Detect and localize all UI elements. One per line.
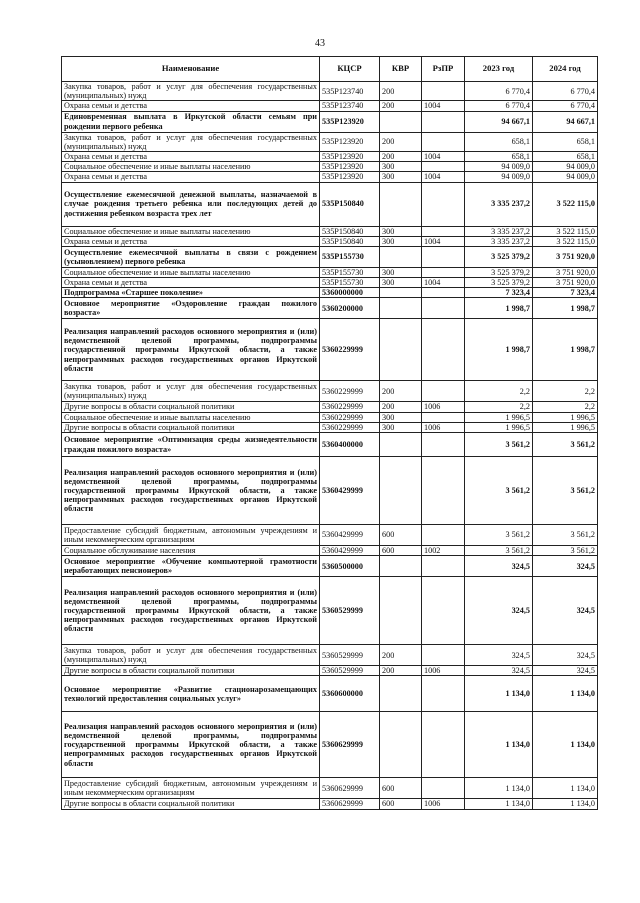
cell-kcsr: 535Р123740 xyxy=(320,82,380,101)
cell-name: Основное мероприятие «Оздоровление граждан пожилого возраста» xyxy=(62,298,320,319)
cell-2023: 6 770,4 xyxy=(465,82,533,101)
cell-kcsr: 5360229999 xyxy=(320,422,380,432)
table-row xyxy=(62,645,598,666)
cell-2023: 3 525 379,2 xyxy=(465,246,533,267)
header-2023: 2023 год xyxy=(465,57,533,82)
cell-kcsr: 535Р123920 xyxy=(320,162,380,172)
cell-2023: 6 770,4 xyxy=(465,101,533,111)
cell-2023: 324,5 xyxy=(465,577,533,645)
cell-rzpr xyxy=(422,712,465,778)
table-row xyxy=(62,288,598,298)
cell-name: Предоставление субсидий бюджетным, автономным учреждениям и иным некоммерческим организациям xyxy=(62,778,320,799)
cell-kvr: 300 xyxy=(380,278,422,288)
cell-2023: 1 134,0 xyxy=(465,676,533,712)
cell-kcsr: 535Р155730 xyxy=(320,278,380,288)
cell-rzpr xyxy=(422,246,465,267)
cell-name: Социальное обслуживание населения xyxy=(62,546,320,556)
table-body xyxy=(62,82,598,810)
cell-rzpr xyxy=(422,267,465,277)
cell-2024: 658,1 xyxy=(533,151,598,161)
cell-kvr: 600 xyxy=(380,799,422,809)
cell-2024: 1 134,0 xyxy=(533,676,598,712)
cell-kvr xyxy=(380,577,422,645)
cell-name: Осуществление ежемесячной денежной выплаты, назначаемой в случае рождения третьего ребенка или последующих детей до достижения ребенком возраста трех лет xyxy=(62,182,320,226)
table-row xyxy=(62,172,598,182)
cell-2024: 1 998,7 xyxy=(533,298,598,319)
table-row xyxy=(62,182,598,226)
cell-rzpr xyxy=(422,645,465,666)
cell-2023: 94 009,0 xyxy=(465,162,533,172)
cell-2024: 94 009,0 xyxy=(533,172,598,182)
cell-kvr xyxy=(380,182,422,226)
cell-kcsr: 5360229999 xyxy=(320,319,380,381)
cell-rzpr: 1004 xyxy=(422,172,465,182)
cell-2024: 3 522 115,0 xyxy=(533,182,598,226)
cell-rzpr xyxy=(422,525,465,546)
cell-rzpr xyxy=(422,111,465,132)
cell-2023: 3 561,2 xyxy=(465,433,533,457)
cell-kvr: 200 xyxy=(380,101,422,111)
cell-kvr: 600 xyxy=(380,778,422,799)
table-row xyxy=(62,101,598,111)
cell-kcsr: 535Р123920 xyxy=(320,111,380,132)
cell-kcsr: 5360229999 xyxy=(320,381,380,402)
table-row xyxy=(62,111,598,132)
cell-name: Охрана семьи и детства xyxy=(62,101,320,111)
cell-2024: 3 561,2 xyxy=(533,433,598,457)
table-row xyxy=(62,319,598,381)
table-row xyxy=(62,412,598,422)
table-row xyxy=(62,799,598,809)
cell-rzpr xyxy=(422,676,465,712)
table-row xyxy=(62,556,598,577)
cell-kcsr: 535Р150840 xyxy=(320,226,380,236)
cell-rzpr xyxy=(422,433,465,457)
cell-name: Основное мероприятие «Оптимизация среды жизнедеятельности граждан пожилого возраста» xyxy=(62,433,320,457)
cell-name: Другие вопросы в области социальной политики xyxy=(62,402,320,412)
cell-name: Основное мероприятие «Развитие стационарозамещающих технологий предоставления социальных услуг» xyxy=(62,676,320,712)
cell-rzpr xyxy=(422,132,465,151)
cell-kcsr: 5360529999 xyxy=(320,666,380,676)
cell-kvr: 600 xyxy=(380,546,422,556)
cell-2024: 3 561,2 xyxy=(533,546,598,556)
cell-name: Другие вопросы в области социальной политики xyxy=(62,422,320,432)
cell-name: Закупка товаров, работ и услуг для обеспечения государственных (муниципальных) нужд xyxy=(62,132,320,151)
cell-kvr: 600 xyxy=(380,525,422,546)
table-row xyxy=(62,278,598,288)
cell-2024: 3 561,2 xyxy=(533,525,598,546)
table-row xyxy=(62,778,598,799)
cell-2024: 3 751 920,0 xyxy=(533,267,598,277)
cell-name: Охрана семьи и детства xyxy=(62,172,320,182)
cell-kcsr: 5360000000 xyxy=(320,288,380,298)
cell-2024: 3 522 115,0 xyxy=(533,236,598,246)
cell-kvr: 200 xyxy=(380,82,422,101)
cell-kvr: 300 xyxy=(380,267,422,277)
cell-kcsr: 5360600000 xyxy=(320,676,380,712)
cell-rzpr xyxy=(422,457,465,525)
cell-name: Закупка товаров, работ и услуг для обеспечения государственных (муниципальных) нужд xyxy=(62,645,320,666)
cell-kvr xyxy=(380,319,422,381)
cell-rzpr xyxy=(422,412,465,422)
cell-kcsr: 535Р123740 xyxy=(320,101,380,111)
cell-kvr: 200 xyxy=(380,402,422,412)
cell-2024: 324,5 xyxy=(533,645,598,666)
cell-kcsr: 5360529999 xyxy=(320,577,380,645)
cell-2023: 3 525 379,2 xyxy=(465,267,533,277)
cell-kvr xyxy=(380,556,422,577)
cell-rzpr: 1004 xyxy=(422,236,465,246)
cell-name: Закупка товаров, работ и услуг для обеспечения государственных (муниципальных) нужд xyxy=(62,82,320,101)
cell-name: Осуществление ежемесячной выплаты в связи с рождением (усыновлением) первого ребенка xyxy=(62,246,320,267)
cell-2023: 1 134,0 xyxy=(465,712,533,778)
cell-kvr: 200 xyxy=(380,151,422,161)
cell-2024: 2,2 xyxy=(533,402,598,412)
table-row xyxy=(62,546,598,556)
cell-2023: 94 667,1 xyxy=(465,111,533,132)
header-kcsr: КЦСР xyxy=(320,57,380,82)
header-rzpr: РзПР xyxy=(422,57,465,82)
cell-rzpr xyxy=(422,162,465,172)
cell-name: Основное мероприятие «Обучение компьютерной грамотности неработающих пенсионеров» xyxy=(62,556,320,577)
cell-2023: 3 335 237,2 xyxy=(465,226,533,236)
table-row xyxy=(62,226,598,236)
cell-kcsr: 535Р155730 xyxy=(320,246,380,267)
header-2024: 2024 год xyxy=(533,57,598,82)
table-row xyxy=(62,457,598,525)
cell-kcsr: 5360429999 xyxy=(320,525,380,546)
cell-name: Охрана семьи и детства xyxy=(62,236,320,246)
cell-name: Единовременная выплата в Иркутской области семьям при рождении первого ребенка xyxy=(62,111,320,132)
cell-kcsr: 5360200000 xyxy=(320,298,380,319)
cell-2024: 1 134,0 xyxy=(533,799,598,809)
table-row xyxy=(62,577,598,645)
cell-kvr xyxy=(380,288,422,298)
cell-kcsr: 5360429999 xyxy=(320,457,380,525)
cell-kcsr: 5360400000 xyxy=(320,433,380,457)
cell-2023: 1 998,7 xyxy=(465,319,533,381)
table-row xyxy=(62,267,598,277)
cell-kcsr: 535Р150840 xyxy=(320,236,380,246)
table-row xyxy=(62,132,598,151)
cell-name: Другие вопросы в области социальной политики xyxy=(62,666,320,676)
budget-table xyxy=(61,56,598,810)
cell-name: Социальное обеспечение и иные выплаты населению xyxy=(62,412,320,422)
cell-kvr xyxy=(380,111,422,132)
cell-kvr: 300 xyxy=(380,162,422,172)
table-row xyxy=(62,246,598,267)
cell-2024: 7 323,4 xyxy=(533,288,598,298)
cell-2024: 324,5 xyxy=(533,556,598,577)
cell-name: Закупка товаров, работ и услуг для обеспечения государственных (муниципальных) нужд xyxy=(62,381,320,402)
cell-rzpr: 1004 xyxy=(422,101,465,111)
cell-rzpr xyxy=(422,82,465,101)
cell-2023: 324,5 xyxy=(465,556,533,577)
cell-2023: 3 335 237,2 xyxy=(465,236,533,246)
cell-rzpr: 1004 xyxy=(422,151,465,161)
cell-2024: 6 770,4 xyxy=(533,82,598,101)
cell-rzpr: 1006 xyxy=(422,799,465,809)
table-row xyxy=(62,525,598,546)
cell-kvr: 200 xyxy=(380,132,422,151)
cell-2024: 1 134,0 xyxy=(533,778,598,799)
table-row xyxy=(62,82,598,101)
table-row xyxy=(62,433,598,457)
header-name: Наименование xyxy=(62,57,320,82)
cell-rzpr xyxy=(422,319,465,381)
cell-2024: 1 998,7 xyxy=(533,319,598,381)
cell-rzpr: 1006 xyxy=(422,402,465,412)
table-row xyxy=(62,151,598,161)
cell-2023: 1 998,7 xyxy=(465,298,533,319)
table-row xyxy=(62,676,598,712)
cell-2024: 1 134,0 xyxy=(533,712,598,778)
cell-2023: 324,5 xyxy=(465,645,533,666)
cell-kcsr: 5360229999 xyxy=(320,402,380,412)
cell-name: Социальное обеспечение и иные выплаты населению xyxy=(62,226,320,236)
cell-2023: 1 996,5 xyxy=(465,412,533,422)
cell-kcsr: 5360629999 xyxy=(320,778,380,799)
cell-kvr xyxy=(380,457,422,525)
table-header-row xyxy=(62,57,598,82)
cell-2023: 3 561,2 xyxy=(465,525,533,546)
cell-2024: 324,5 xyxy=(533,666,598,676)
cell-rzpr: 1004 xyxy=(422,278,465,288)
cell-2023: 324,5 xyxy=(465,666,533,676)
cell-rzpr xyxy=(422,298,465,319)
cell-2024: 2,2 xyxy=(533,381,598,402)
cell-rzpr xyxy=(422,226,465,236)
cell-name: Охрана семьи и детства xyxy=(62,278,320,288)
cell-name: Реализация направлений расходов основного мероприятия и (или) ведомственной целевой программы, подпрограммы государственной программы Иркутской области, а также непрограммных расходов государственных органов Иркутской области xyxy=(62,577,320,645)
cell-kvr: 200 xyxy=(380,666,422,676)
cell-kvr: 300 xyxy=(380,226,422,236)
cell-2024: 658,1 xyxy=(533,132,598,151)
cell-2023: 1 996,5 xyxy=(465,422,533,432)
cell-rzpr xyxy=(422,288,465,298)
cell-name: Социальное обеспечение и иные выплаты населению xyxy=(62,267,320,277)
cell-2024: 3 522 115,0 xyxy=(533,226,598,236)
cell-name: Предоставление субсидий бюджетным, автономным учреждениям и иным некоммерческим организациям xyxy=(62,525,320,546)
cell-kvr xyxy=(380,712,422,778)
cell-2024: 94 009,0 xyxy=(533,162,598,172)
cell-2024: 1 996,5 xyxy=(533,412,598,422)
cell-2023: 658,1 xyxy=(465,151,533,161)
cell-kcsr: 535Р123920 xyxy=(320,151,380,161)
cell-kvr: 200 xyxy=(380,645,422,666)
header-kvr: КВР xyxy=(380,57,422,82)
cell-rzpr xyxy=(422,381,465,402)
cell-2023: 3 525 379,2 xyxy=(465,278,533,288)
cell-rzpr xyxy=(422,182,465,226)
cell-kcsr: 535Р155730 xyxy=(320,267,380,277)
cell-name: Реализация направлений расходов основного мероприятия и (или) ведомственной целевой программы, подпрограммы государственной программы Иркутской области, а также непрограммных расходов государственных органов Иркутской области xyxy=(62,457,320,525)
table-row xyxy=(62,712,598,778)
cell-kvr xyxy=(380,433,422,457)
cell-kcsr: 5360529999 xyxy=(320,645,380,666)
table-row xyxy=(62,402,598,412)
cell-2024: 1 996,5 xyxy=(533,422,598,432)
cell-2023: 1 134,0 xyxy=(465,778,533,799)
table-row xyxy=(62,298,598,319)
cell-rzpr: 1006 xyxy=(422,666,465,676)
table-row xyxy=(62,422,598,432)
cell-2024: 324,5 xyxy=(533,577,598,645)
cell-2024: 94 667,1 xyxy=(533,111,598,132)
cell-rzpr xyxy=(422,577,465,645)
cell-rzpr xyxy=(422,556,465,577)
cell-name: Реализация направлений расходов основного мероприятия и (или) ведомственной целевой программы, подпрограммы государственной программы Иркутской области, а также непрограммных расходов государственных органов Иркутской области xyxy=(62,712,320,778)
cell-2023: 3 335 237,2 xyxy=(465,182,533,226)
page-number: 43 xyxy=(315,38,325,49)
cell-kcsr: 5360629999 xyxy=(320,799,380,809)
cell-2023: 3 561,2 xyxy=(465,546,533,556)
cell-kvr xyxy=(380,246,422,267)
cell-2024: 6 770,4 xyxy=(533,101,598,111)
cell-kvr: 300 xyxy=(380,236,422,246)
cell-2023: 2,2 xyxy=(465,402,533,412)
cell-kvr: 300 xyxy=(380,172,422,182)
cell-kcsr: 535Р123920 xyxy=(320,132,380,151)
cell-2024: 3 751 920,0 xyxy=(533,246,598,267)
cell-name: Социальное обеспечение и иные выплаты населению xyxy=(62,162,320,172)
cell-kcsr: 5360629999 xyxy=(320,712,380,778)
table-row xyxy=(62,381,598,402)
cell-kvr: 300 xyxy=(380,412,422,422)
cell-kcsr: 5360229999 xyxy=(320,412,380,422)
cell-kvr xyxy=(380,298,422,319)
cell-rzpr: 1002 xyxy=(422,546,465,556)
cell-2023: 7 323,4 xyxy=(465,288,533,298)
cell-2023: 3 561,2 xyxy=(465,457,533,525)
cell-name: Реализация направлений расходов основного мероприятия и (или) ведомственной целевой программы, подпрограммы государственной программы Иркутской области, а также непрограммных расходов государственных органов Иркутской области xyxy=(62,319,320,381)
cell-kcsr: 5360500000 xyxy=(320,556,380,577)
cell-rzpr xyxy=(422,778,465,799)
table-row xyxy=(62,666,598,676)
cell-name: Охрана семьи и детства xyxy=(62,151,320,161)
cell-2024: 3 751 920,0 xyxy=(533,278,598,288)
cell-rzpr: 1006 xyxy=(422,422,465,432)
cell-kcsr: 535Р150840 xyxy=(320,182,380,226)
cell-kcsr: 5360429999 xyxy=(320,546,380,556)
table-row xyxy=(62,236,598,246)
cell-2023: 1 134,0 xyxy=(465,799,533,809)
cell-2023: 94 009,0 xyxy=(465,172,533,182)
cell-name: Другие вопросы в области социальной политики xyxy=(62,799,320,809)
cell-kvr: 300 xyxy=(380,422,422,432)
cell-kvr: 200 xyxy=(380,381,422,402)
cell-2023: 658,1 xyxy=(465,132,533,151)
cell-2023: 2,2 xyxy=(465,381,533,402)
cell-name: Подпрограмма «Старшее поколение» xyxy=(62,288,320,298)
cell-kvr xyxy=(380,676,422,712)
cell-kcsr: 535Р123920 xyxy=(320,172,380,182)
cell-2024: 3 561,2 xyxy=(533,457,598,525)
table-row xyxy=(62,162,598,172)
